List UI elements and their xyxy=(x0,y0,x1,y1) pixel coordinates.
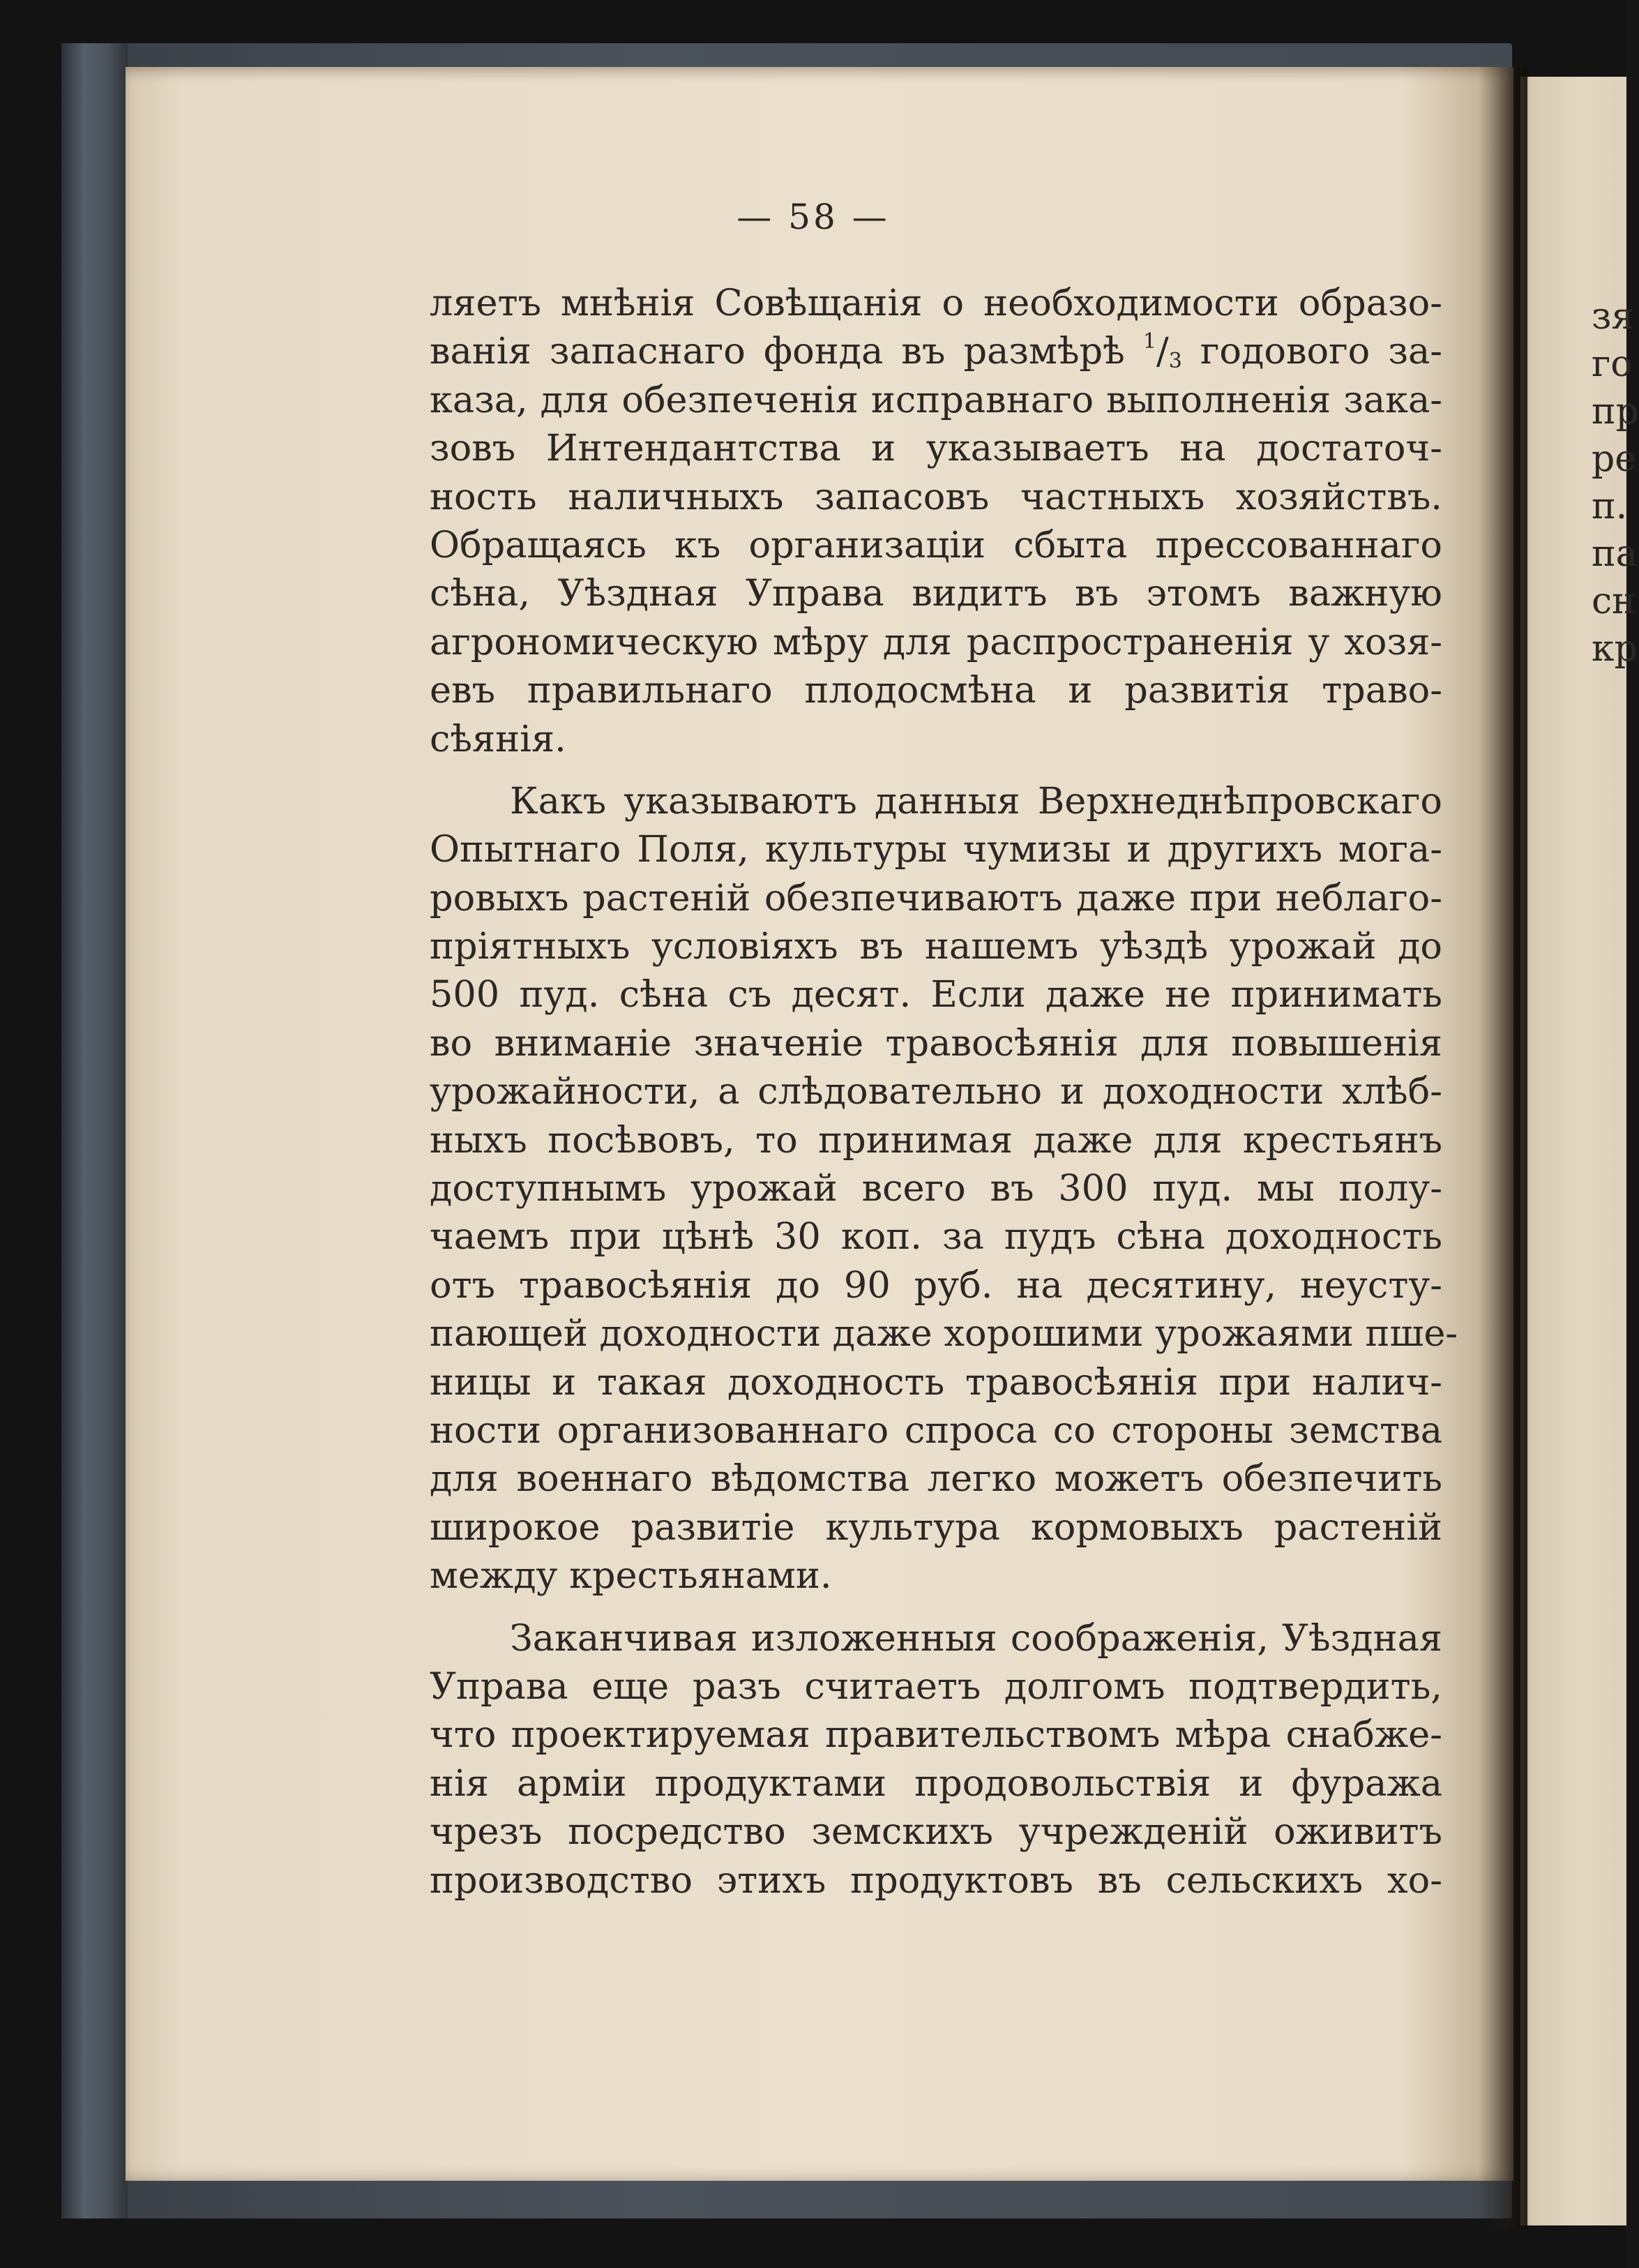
book-spine-edge xyxy=(61,43,128,2218)
next-page-fragment: п. xyxy=(1592,486,1628,527)
text-line: Заканчивая изложенныя соображенія, Уѣздная xyxy=(510,1616,1442,1660)
next-page-fragment: ре xyxy=(1592,438,1637,480)
text-line: Управа еще разъ считаетъ долгомъ подтвердить, xyxy=(430,1665,1442,1708)
text-segment: годового за- xyxy=(1200,330,1442,373)
fraction-denominator: 3 xyxy=(1168,349,1182,374)
text-line: для военнаго вѣдомства легко можетъ обезпечить xyxy=(430,1457,1442,1501)
text-line: ныхъ посѣвовъ, то принимая даже для крестьянъ xyxy=(430,1118,1442,1162)
text-line: чаемъ при цѣнѣ 30 коп. за пудъ сѣна доходность xyxy=(430,1215,1442,1259)
text-line: производство этихъ продуктовъ въ сельскихъ хо- xyxy=(430,1858,1442,1902)
text-line: сѣянія. xyxy=(430,717,566,760)
text-line: широкое развитіе культура кормовыхъ растеній xyxy=(430,1505,1442,1549)
text-line: что проектируемая правительствомъ мѣра снабже- xyxy=(430,1713,1442,1757)
page-number: — 58 — xyxy=(737,197,890,237)
text-line: каза, для обезпеченія исправнаго выполненія зака- xyxy=(430,378,1442,421)
text-line: зовъ Интендантства и указываетъ на достаточ- xyxy=(430,427,1442,470)
text-line: нія арміи продуктами продовольствія и фуража xyxy=(430,1762,1442,1805)
gutter-shadow xyxy=(1479,67,1527,2230)
text-segment: ванія запаснаго фонда въ размѣрѣ xyxy=(430,330,1125,373)
text-line: пріятныхъ условіяхъ въ нашемъ уѣздѣ урожай до xyxy=(430,925,1442,968)
paragraph-gap xyxy=(430,1600,1442,1614)
text-line: доступнымъ урожай всего въ 300 пуд. мы полу- xyxy=(430,1167,1442,1210)
next-page-fragment: сн xyxy=(1592,580,1636,622)
next-page-fragment: зя xyxy=(1592,296,1635,338)
page-body xyxy=(430,279,1458,1905)
paragraph-2 xyxy=(430,777,1458,1600)
text-line: евъ правильнаго плодосмѣна и развитія траво- xyxy=(430,669,1442,712)
paragraph-gap xyxy=(430,763,1442,777)
text-line: урожайности, а слѣдовательно и доходности хлѣб- xyxy=(430,1070,1442,1113)
text-line: ровыхъ растеній обезпечиваютъ даже при неблаго- xyxy=(430,876,1442,919)
next-page-fragment: пр xyxy=(1592,391,1639,433)
paragraph-3 xyxy=(430,1614,1442,1905)
text-line: Опытнаго Поля, культуры чумизы и другихъ мога- xyxy=(430,828,1442,871)
next-page-fragment: кр xyxy=(1592,628,1638,670)
fraction-numerator: 1 xyxy=(1142,329,1156,354)
text-line: ности организованнаго спроса со стороны земства xyxy=(430,1409,1442,1452)
text-line: отъ травосѣянія до 90 руб. на десятину, неусту- xyxy=(430,1263,1442,1307)
next-page-text-fragments xyxy=(1592,293,1639,673)
text-line: сѣна, Уѣздная Управа видитъ въ этомъ важную xyxy=(430,572,1442,615)
text-line: ляетъ мнѣнія Совѣщанія о необходимости образо- xyxy=(430,282,1442,324)
text-line: агрономическую мѣру для распространенія у хозя- xyxy=(430,620,1442,663)
text-line: Обращаясь къ организаціи сбыта прессованнаго xyxy=(430,523,1442,566)
text-line: во вниманіе значеніе травосѣянія для повышенія xyxy=(430,1021,1442,1065)
next-page-fragment: го xyxy=(1592,343,1633,385)
next-page-fragment: па xyxy=(1592,533,1638,575)
text-line: Какъ указываютъ данныя Верхнеднѣпровскаго xyxy=(510,779,1442,823)
text-line: пающей доходности даже хорошими урожаями пше- xyxy=(430,1312,1458,1355)
text-line: чрезъ посредство земскихъ учрежденій оживитъ xyxy=(430,1810,1442,1854)
paragraph-1 xyxy=(430,279,1442,763)
text-line: 500 пуд. сѣна съ десят. Если даже не принимать xyxy=(430,973,1442,1016)
text-line: ность наличныхъ запасовъ частныхъ хозяйствъ. xyxy=(430,475,1442,518)
text-line: ницы и такая доходность травосѣянія при налич- xyxy=(430,1360,1442,1404)
text-line: ванія запаснаго фонда въ размѣрѣ $^1/_3$ годового за- xyxy=(430,329,1442,374)
text-line: между крестьянами. xyxy=(430,1554,832,1598)
